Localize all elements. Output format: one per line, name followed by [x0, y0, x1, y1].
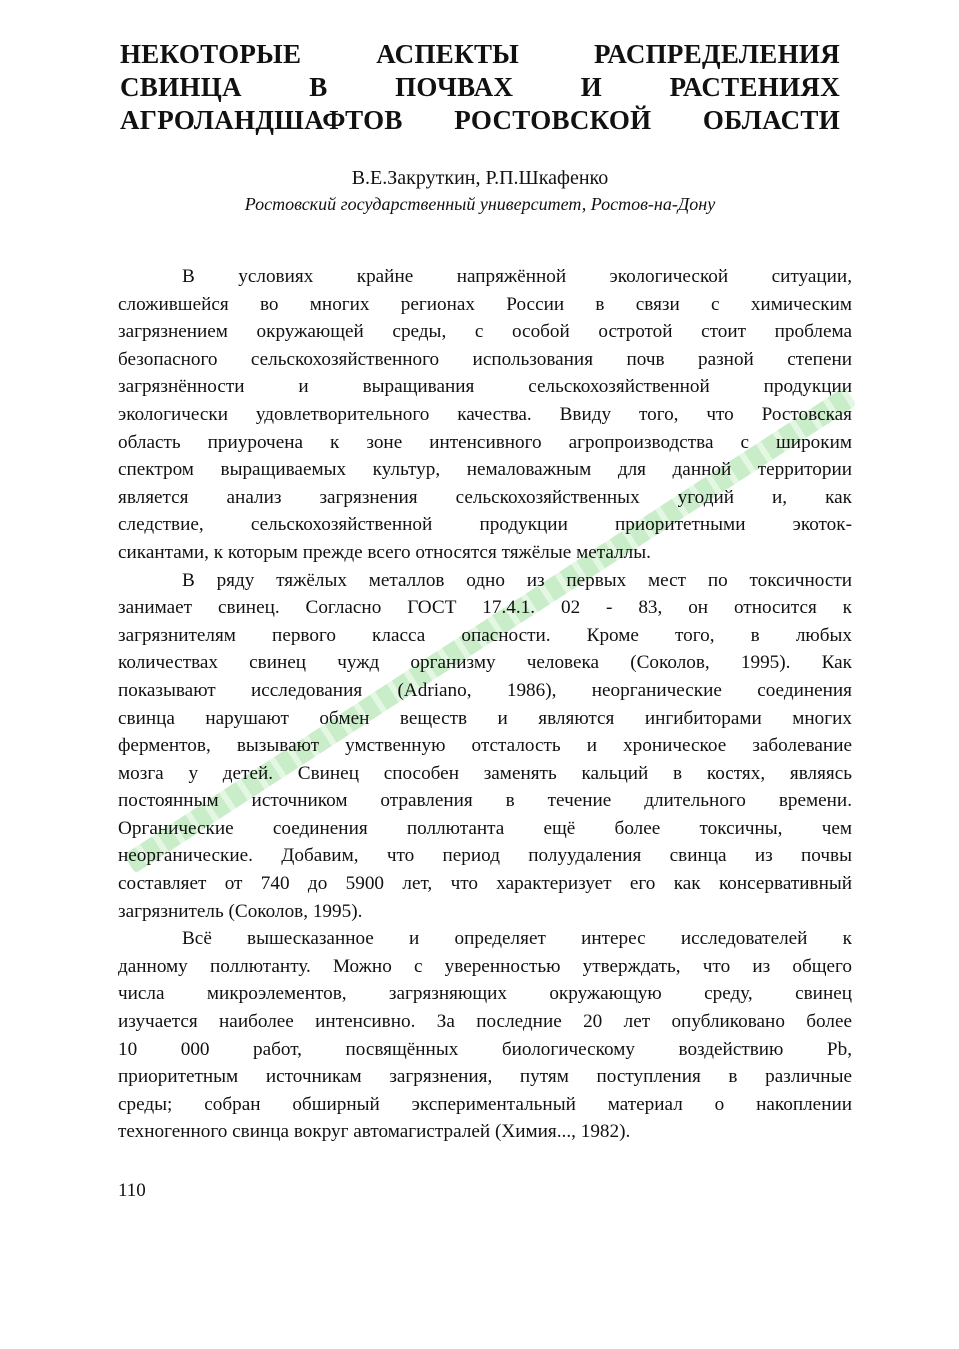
text-line: занимает свинец. Согласно ГОСТ 17.4.1. 02 - 83, он относится к — [118, 597, 852, 619]
text-line: сикантами, к которым прежде всего относятся тяжёлые металлы. — [118, 541, 651, 563]
text-line: экологически удовлетворительного качества. Ввиду того, что Ростовская — [118, 403, 852, 425]
text-line: неорганические. Добавим, что период полуудаления свинца из почвы — [118, 845, 852, 867]
paragraph-1 — [118, 263, 852, 567]
text-line: среды; собран обширный экспериментальный материал о накоплении — [118, 1093, 852, 1115]
body-text — [118, 263, 852, 1146]
text-line: изучается наиболее интенсивно. За последние 20 лет опубликовано более — [118, 1011, 852, 1033]
text-line: В ряду тяжёлых металлов одно из первых мест по токсичности — [182, 569, 852, 591]
text-line: безопасного сельскохозяйственного использования почв разной степени — [118, 348, 852, 370]
text-line: числа микроэлементов, загрязняющих окружающую среду, свинец — [118, 983, 852, 1005]
text-line: Органические соединения поллютанта ещё более токсичны, чем — [118, 817, 852, 839]
text-line: загрязнённости и выращивания сельскохозяйственной продукции — [118, 376, 852, 398]
text-line: В условиях крайне напряжённой экологической ситуации, — [182, 266, 852, 287]
authors: В.Е.Закруткин, Р.П.Шкафенко — [351, 167, 609, 189]
text-line: приоритетным источникам загрязнения, путям поступления в различные — [118, 1066, 852, 1088]
text-line: загрязнителям первого класса опасности. Кроме того, в любых — [118, 624, 852, 646]
text-line: техногенного свинца вокруг автомагистралей (Химия..., 1982). — [118, 1121, 631, 1143]
text-line: спектром выращиваемых культур, немаловажным для данной территории — [118, 459, 852, 481]
affiliation: Ростовский государственный университет, Ростов-на-Дону — [244, 194, 716, 214]
text-line: следствие, сельскохозяйственной продукции приоритетными экоток- — [118, 514, 852, 536]
title-line: АГРОЛАНДШАФТОВ РОСТОВСКОЙ ОБЛАСТИ — [120, 105, 840, 135]
text-line: 10 000 работ, посвящённых биологическому воздействию Pb, — [118, 1038, 852, 1060]
paragraph-2 — [118, 567, 852, 926]
text-line: количествах свинец чужд организму человека (Соколов, 1995). Как — [118, 652, 852, 674]
page-number: 110 — [118, 1180, 146, 1201]
title-line: СВИНЦА В ПОЧВАХ И РАСТЕНИЯХ — [120, 72, 840, 102]
text-line: является анализ загрязнения сельскохозяйственных угодий и, как — [118, 486, 852, 508]
text-line: ферментов, вызывают умственную отсталость и хроническое заболевание — [118, 735, 852, 757]
text-line: загрязнением окружающей среды, с особой остротой стоит проблема — [118, 321, 852, 343]
text-line: область приурочена к зоне интенсивного агропроизводства с широким — [118, 431, 852, 453]
title-line: НЕКОТОРЫЕ АСПЕКТЫ РАСПРЕДЕЛЕНИЯ — [120, 39, 840, 69]
text-line: мозга у детей. Свинец способен заменять кальций в костях, являясь — [118, 762, 852, 784]
text-line: постоянным источником отравления в течение длительного времени. — [118, 790, 852, 812]
paper-title — [120, 38, 840, 137]
text-line: загрязнитель (Соколов, 1995). — [118, 900, 363, 922]
text-line: показывают исследования (Adriano, 1986), неорганические соединения — [118, 679, 852, 701]
text-line: сложившейся во многих регионах России в связи с химическим — [118, 293, 852, 315]
text-line: Всё вышесказанное и определяет интерес исследователей к — [182, 928, 852, 950]
paragraph-3 — [118, 925, 852, 1146]
text-line: данному поллютанту. Можно с уверенностью утверждать, что из общего — [118, 955, 852, 977]
text-line: свинца нарушают обмен веществ и являются ингибиторами многих — [118, 707, 852, 729]
text-line: составляет от 740 до 5900 лет, что характеризует его как консервативный — [118, 873, 852, 895]
